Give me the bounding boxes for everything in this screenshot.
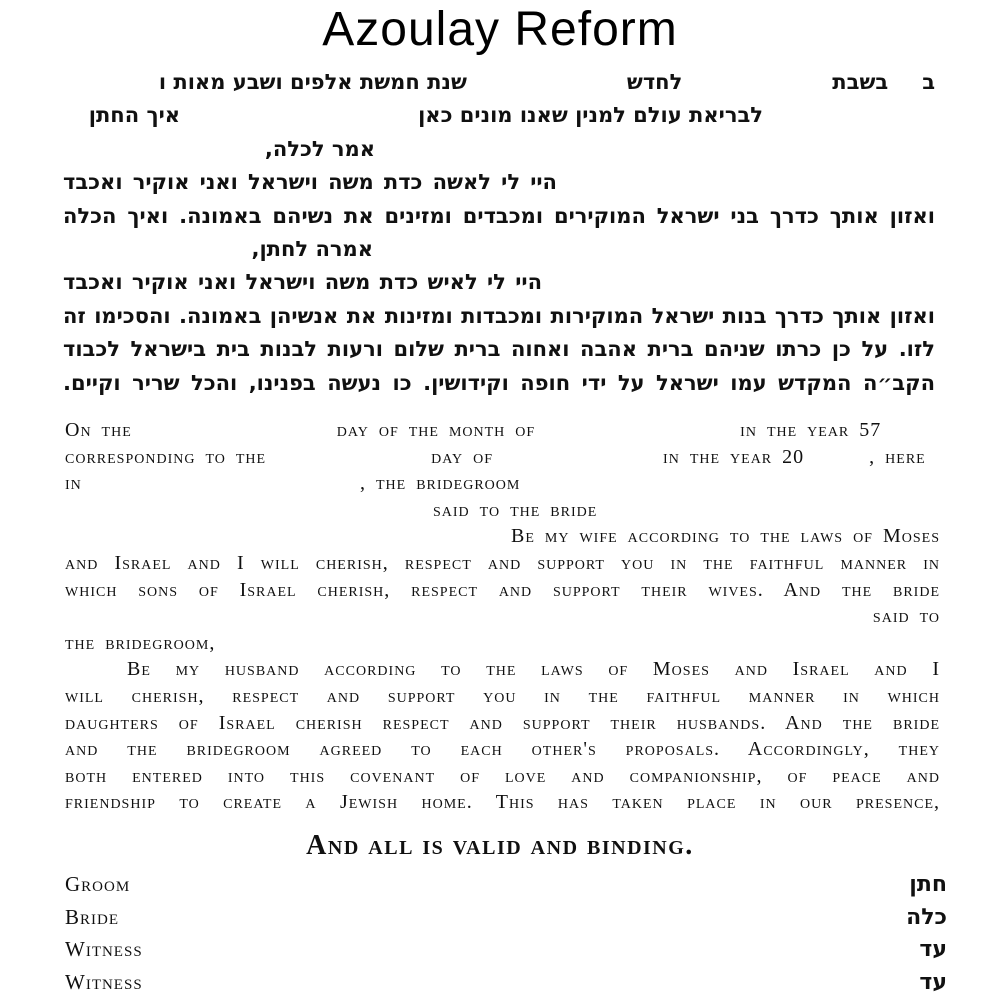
english-line-wife-vow-2: and Israel and I will cherish, respect and support you in the faithful manner in	[65, 551, 940, 574]
groom-hebrew-label: חתן	[909, 872, 947, 897]
english-civil-month-blank	[493, 461, 663, 463]
english-civil-year: in the year 20	[663, 445, 805, 468]
hebrew-date-blank	[682, 87, 832, 89]
hebrew-line-covenant: לזו. על כן כרתו שניהם ברית אהבה ואחוה ברית שלום ורעות לבנות בית בישראל לכבוד	[63, 337, 935, 362]
english-month-blank	[535, 434, 740, 436]
english-line-be-my-husband: Be my husband according to the laws of Moses and Israel and I	[127, 658, 940, 681]
page-title: Azoulay Reform	[322, 3, 678, 56]
hebrew-year-blank	[763, 120, 935, 122]
hebrew-day-prefix: ב	[922, 70, 935, 94]
english-line-wife-vow-3: which sons of Israel cherish, respect and support their wives. And the bride	[65, 578, 940, 601]
hebrew-month-blank	[467, 87, 627, 89]
english-line-husband-vow-3: daughters of Israel cherish respect and support their husbands. And the bride	[65, 711, 940, 734]
english-civil-year-blank	[804, 461, 869, 463]
hebrew-line-date	[63, 66, 935, 99]
bride-hebrew-label: כלה	[906, 904, 947, 930]
hebrew-line-said-to-bride: אמר לכלה,	[264, 136, 375, 161]
english-line-covenant: both entered into this covenant of love and companionship, of peace and	[65, 764, 940, 787]
hebrew-line-cherish-husbands: ואזון אותך כדרך בנות ישראל המוקירות ומכבדות ומזינות את אנשיהן באמונה. והסכימו זה	[63, 303, 935, 328]
signature-block	[65, 872, 947, 994]
hebrew-year-phrase: שנת חמשת אלפים ושבע מאות ו	[158, 70, 467, 94]
hebrew-month-word: לחדש	[626, 70, 683, 94]
hebrew-week-word: בשבת	[832, 70, 889, 94]
english-line-date	[65, 417, 940, 444]
english-line-said-to-bride: said to the bride	[433, 498, 598, 521]
hebrew-creation-phrase: לבריאת עולם למנין שאנו מונים כאן	[418, 103, 763, 128]
english-line-bridegroom-intro: , the bridegroom	[360, 472, 521, 495]
witness-1-label: Witness	[65, 937, 143, 962]
english-line-husband-vow-2: will cherish, respect and support you in the faithful manner in which	[65, 684, 940, 707]
groom-label: Groom	[65, 872, 131, 896]
signature-row-groom	[65, 872, 947, 905]
english-line-be-my-wife: Be my wife according to the laws of Moses	[511, 525, 940, 548]
hebrew-line-cherish-wives: ואזון אותך כדרך בני ישראל המוקירים ומכבדים ומזינים את נשיהם באמונה. ואיך הכלה	[63, 203, 935, 228]
signature-row-bride	[65, 905, 947, 938]
hebrew-line-valid: הקב״ה המקדש עמו ישראל על ידי חופה וקידושין. כו נעשה בפנינו, והכל שריר וקיים.	[63, 370, 935, 395]
hebrew-city-blank	[180, 120, 418, 122]
witness-1-hebrew-label: עד	[919, 937, 947, 963]
english-on-the: On the	[65, 419, 132, 441]
hebrew-line-be-my-husband: היי לי לאיש כדת משה וישראל ואני אוקיר ואכבד	[63, 270, 542, 295]
hebrew-weekday-blank	[888, 87, 922, 89]
english-day-month: day of the month of	[336, 419, 536, 441]
english-line-agreement: and the bridegroom agreed to each other's proposals. Accordingly, they	[65, 738, 940, 761]
signature-row-witness-1	[65, 937, 947, 970]
closing-statement: And all is valid and binding.	[306, 830, 694, 861]
hebrew-text-block	[63, 66, 935, 400]
english-day-of: day of	[431, 445, 494, 468]
hebrew-groom-intro: איך החתן	[88, 103, 181, 128]
witness-2-hebrew-label: עד	[919, 969, 947, 994]
english-day-blank	[132, 434, 337, 436]
hebrew-line-said-to-groom: אמרה לחתן,	[251, 236, 373, 261]
english-corresponding: corresponding to the	[65, 445, 267, 468]
witness-2-label: Witness	[65, 969, 143, 994]
english-line-the-bridegroom: the bridegroom,	[65, 631, 216, 654]
english-text-block	[65, 417, 940, 816]
english-hebrew-year: in the year 57	[740, 419, 882, 441]
english-line-said-to: said to	[872, 605, 940, 628]
signature-row-witness-2	[65, 970, 947, 994]
english-civil-day-blank	[266, 461, 431, 463]
english-here-in: , here in	[65, 445, 926, 495]
english-line-presence: friendship to create a Jewish home. This has taken place in our presence,	[65, 791, 940, 814]
bride-label: Bride	[65, 904, 120, 929]
hebrew-line-be-my-wife: היי לי לאשה כדת משה וישראל ואני אוקיר ואכבד	[63, 170, 557, 195]
hebrew-line-creation	[63, 99, 935, 132]
